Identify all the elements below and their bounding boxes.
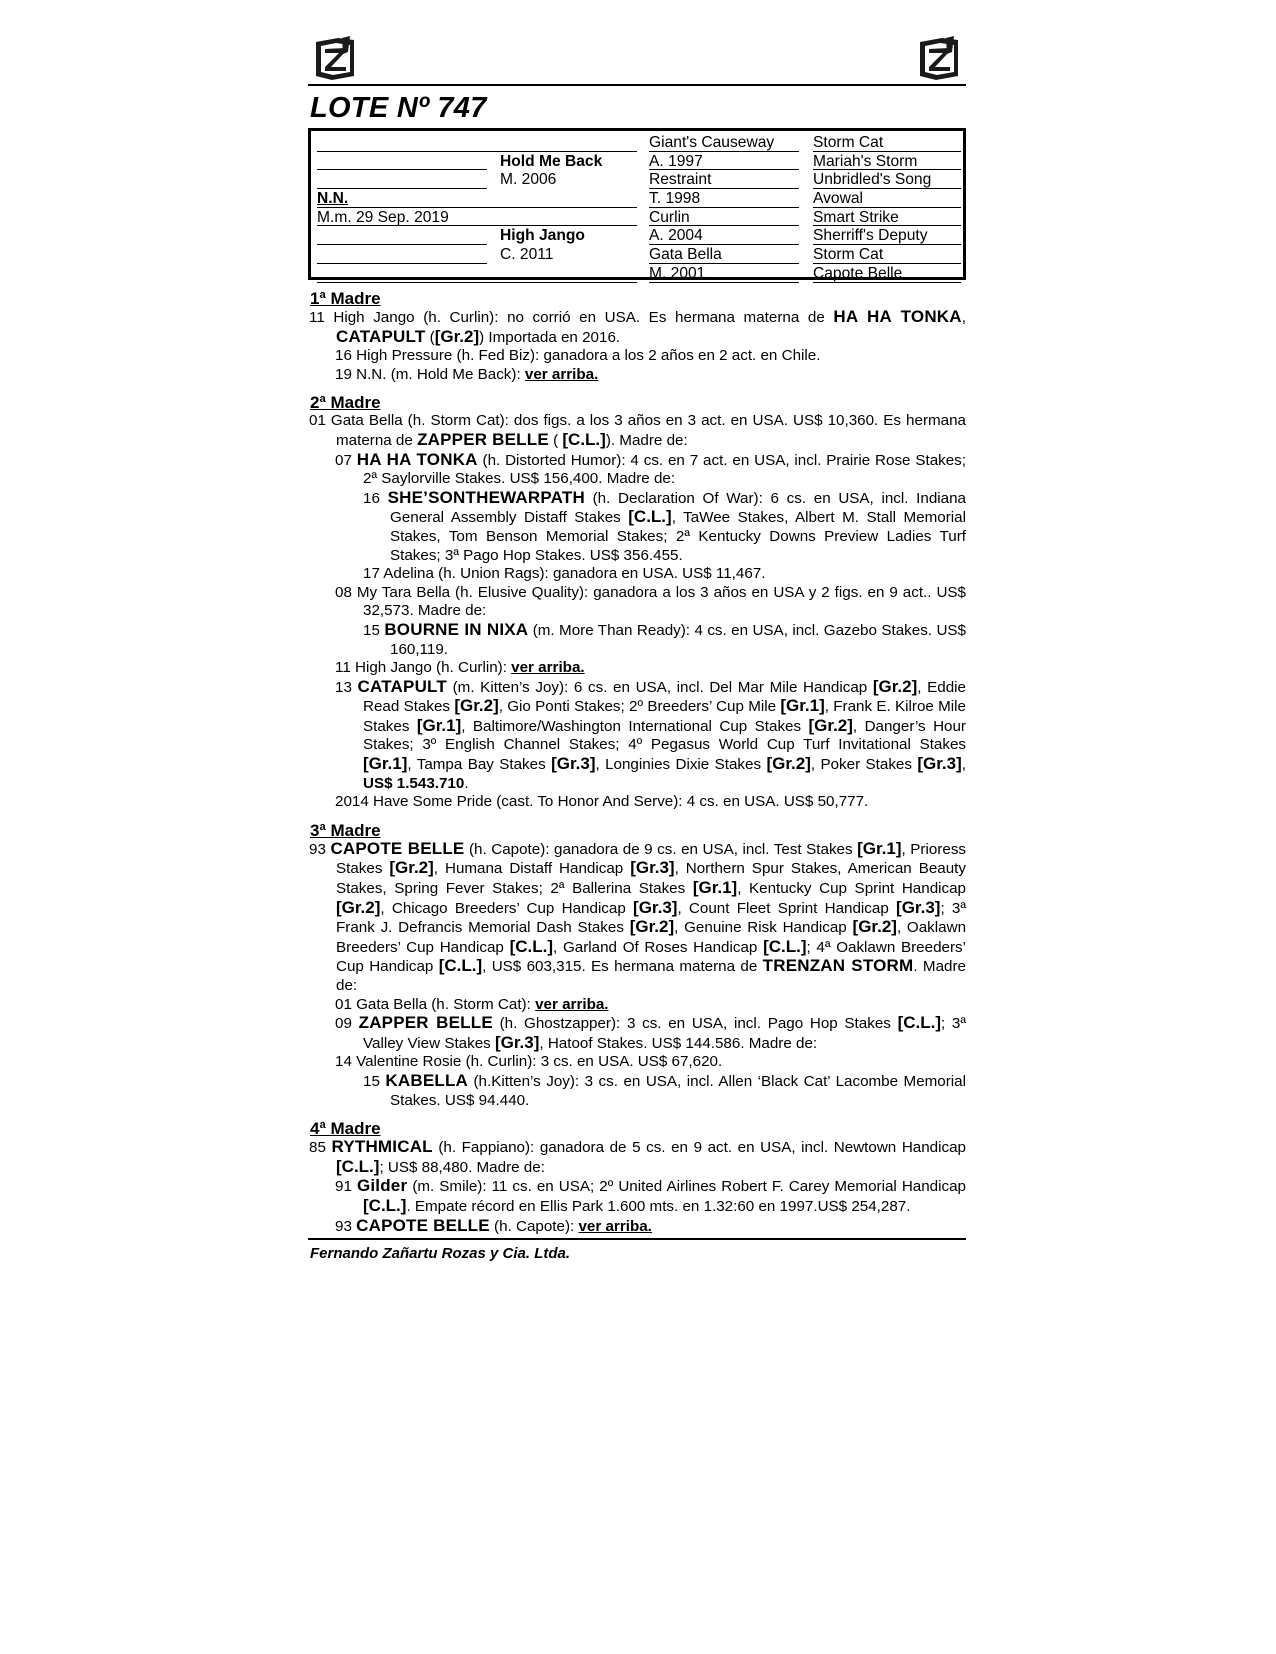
pedigree-row bbox=[317, 227, 957, 246]
ped-g2-sire: Curlin bbox=[649, 208, 690, 226]
entry-text: 16 High Pressure (h. Fed Biz): ganadora a los 2 años en 2 act. en Chile. bbox=[335, 347, 821, 365]
pedigree-row bbox=[317, 134, 957, 153]
entry-text: 01 Gata Bella (h. Storm Cat): dos figs. a los 3 años en 3 act. en USA. US$ 10,360. Es hermana materna de ZAPPER BELLE ( [C.L.]). Madre de: bbox=[309, 412, 966, 449]
ped-g3: Smart Strike bbox=[813, 208, 899, 226]
entry-text: 07 HA HA TONKA (h. Distorted Humor): 4 cs. en 7 act. en USA, incl. Prairie Rose Stakes; 2ª Saylorville Stakes. US$ 156,400. Madre de: bbox=[335, 449, 966, 488]
entry-text: 13 CATAPULT (m. Kitten’s Joy): 6 cs. en USA, incl. Del Mar Mile Handicap [Gr.2], Eddie Read Stakes [Gr.2], Gio Ponti Stakes; 2º Breeders’ Cup Mile [Gr.1], Frank E. Kilroe Mile Stakes [Gr.1], Baltimore/Washington International Cup Stakes [Gr.2], Danger’s Hour Stakes; 3º English Channel Stakes; 4º Pegasus World Cup Turf Invitational Stakes [Gr.1], Tampa Bay Stakes [Gr.3], Longinies Dixie Stakes [Gr.2], Poker Stakes [Gr.3], US$ 1.543.710. bbox=[335, 676, 966, 792]
lote-title: LOTE Nº 747 bbox=[310, 92, 487, 124]
ped-g2-sire: Giant's Causeway bbox=[649, 134, 775, 151]
ped-g2-dam: Gata Bella bbox=[649, 246, 722, 264]
entry-text: 15 BOURNE IN NIXA (m. More Than Ready): 4 cs. en USA, incl. Gazebo Stakes. US$ 160,119. bbox=[363, 619, 966, 658]
ped-g2-year: M. 2001 bbox=[649, 264, 706, 282]
ped-g2-dam: Restraint bbox=[649, 171, 712, 189]
entry-text: 01 Gata Bella (h. Storm Cat): ver arriba. bbox=[335, 995, 609, 1013]
ped-g3: Avowal bbox=[813, 190, 863, 208]
ped-horse-birth: M.m. 29 Sep. 2019 bbox=[317, 208, 449, 226]
catalog-page bbox=[308, 30, 966, 1262]
entry-text: 17 Adelina (h. Union Rags): ganadora en USA. US$ 11,467. bbox=[363, 565, 766, 583]
entry-text: 08 My Tara Bella (h. Elusive Quality): ganadora a los 3 años en USA y 2 figs. en 9 act.. US$ 32,573. Madre de: bbox=[335, 583, 966, 620]
ped-dam-year: C. 2011 bbox=[500, 246, 554, 264]
ped-g2-year: A. 2004 bbox=[649, 227, 703, 245]
ped-g3: Unbridled's Song bbox=[813, 171, 932, 189]
ped-horse-name: N.N. bbox=[317, 190, 349, 208]
section-title-1: 1ª Madre bbox=[310, 289, 381, 308]
pedigree-row bbox=[317, 153, 957, 172]
pedigree-row bbox=[317, 265, 957, 284]
firm-name: Fernando Zañartu Rozas y Cia. Ltda. bbox=[310, 1245, 571, 1263]
ped-g3: Mariah's Storm bbox=[813, 152, 918, 170]
ped-dam: High Jango bbox=[500, 227, 585, 245]
page-header bbox=[308, 30, 966, 86]
entry-text: 91 Gilder (m. Smile): 11 cs. en USA; 2º United Airlines Robert F. Carey Memorial Handicap [C.L.]. Empate récord en Ellis Park 1.600 mts. en 1.32:60 en 1997.US$ 254,287. bbox=[335, 1176, 966, 1215]
ped-g2-year: T. 1998 bbox=[649, 190, 701, 208]
pedigree-row bbox=[317, 209, 957, 228]
entry-text: 11 High Jango (h. Curlin): ver arriba. bbox=[335, 659, 585, 677]
ver-arriba-link: ver arriba. bbox=[578, 1217, 652, 1235]
ver-arriba-link: ver arriba. bbox=[524, 365, 599, 383]
entry-text: 16 SHE’SONTHEWARPATH (h. Declaration Of War): 6 cs. en USA, incl. Indiana General Assembly Distaff Stakes [C.L.], TaWee Stakes, Albert M. Stall Memorial Stakes, Tom Benson Memorial Stakes; 2ª Kentucky Downs Preview Ladies Turf Stakes; 3ª Pago Hop Stakes. US$ 356.455. bbox=[363, 487, 966, 564]
entry-text: 19 N.N. (m. Hold Me Back): ver arriba. bbox=[335, 365, 599, 383]
pedigree-row bbox=[317, 171, 957, 190]
section-title-2: 2ª Madre bbox=[310, 393, 381, 413]
ped-g2-year: A. 1997 bbox=[649, 152, 703, 170]
footer-divider bbox=[308, 1238, 966, 1240]
entry-text: 11 High Jango (h. Curlin): no corrió en USA. Es hermana materna de HA HA TONKA, CATAPULT ([Gr.2]) Importada en 2016. bbox=[309, 307, 966, 346]
zanartu-logo-icon bbox=[916, 34, 962, 82]
ped-g3: Storm Cat bbox=[813, 134, 884, 151]
ver-arriba-link: ver arriba. bbox=[535, 995, 609, 1013]
ped-g3: Sherriff's Deputy bbox=[813, 227, 928, 245]
pedigree-row bbox=[317, 190, 957, 209]
pedigree-table bbox=[308, 128, 966, 280]
ped-sire: Hold Me Back bbox=[500, 152, 603, 170]
ver-arriba-link: ver arriba. bbox=[511, 659, 585, 677]
section-title-3: 3ª Madre bbox=[310, 820, 381, 840]
entry-text: 85 RYTHMICAL (h. Fappiano): ganadora de 5 cs. en 9 act. en USA, incl. Newtown Handicap [C.L.]; US$ 88,480. Madre de: bbox=[309, 1137, 966, 1176]
ped-g3: Storm Cat bbox=[813, 246, 884, 264]
ped-g3: Capote Belle bbox=[813, 264, 903, 282]
entry-text: 93 CAPOTE BELLE (h. Capote): ganadora de 9 cs. en USA, incl. Test Stakes [Gr.1], Prioress Stakes [Gr.2], Humana Distaff Handicap [Gr.3], Northern Spur Stakes, American Beauty Stakes, Spring Fever Stakes; 2ª Ballerina Stakes [Gr.1], Kentucky Cup Sprint Handicap [Gr.2], Chicago Breeders’ Cup Handicap [Gr.3], Count Fleet Sprint Handicap [Gr.3]; 3ª Frank J. Defrancis Memorial Dash Stakes [Gr.2], Genuine Risk Handicap [Gr.2], Oaklawn Breeders’ Cup Handicap [C.L.], Garland Of Roses Handicap [C.L.]; 4ª Oaklawn Breeders’ Cup Handicap [C.L.], US$ 603,315. Es hermana materna de TRENZAN STORM. Madre de: bbox=[309, 838, 967, 994]
entry-text: 09 ZAPPER BELLE (h. Ghostzapper): 3 cs. en USA, incl. Pago Hop Stakes [C.L.]; 3ª Valley View Stakes [Gr.3], Hatoof Stakes. US$ 144.586. Madre de: bbox=[335, 1013, 966, 1052]
entry-text: 14 Valentine Rosie (h. Curlin): 3 cs. en USA. US$ 67,620. bbox=[335, 1053, 723, 1071]
entry-text: 2014 Have Some Pride (cast. To Honor And Serve): 4 cs. en USA. US$ 50,777. bbox=[335, 793, 869, 811]
pedigree-row bbox=[317, 246, 957, 265]
section-title-4: 4ª Madre bbox=[310, 1119, 381, 1139]
zanartu-logo-icon bbox=[312, 34, 358, 82]
entry-text: 15 KABELLA (h.Kitten’s Joy): 3 cs. en USA, incl. Allen ‘Black Cat’ Lacombe Memorial Stakes. US$ 94.440. bbox=[363, 1070, 966, 1109]
ped-sire-year: M. 2006 bbox=[500, 171, 557, 189]
entry-text: 93 CAPOTE BELLE (h. Capote): ver arriba. bbox=[335, 1215, 652, 1235]
